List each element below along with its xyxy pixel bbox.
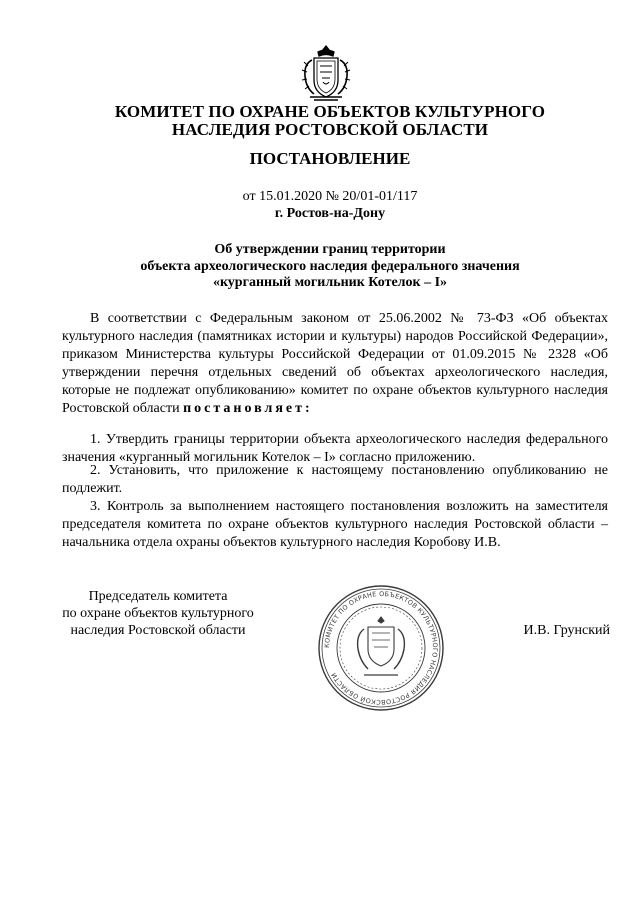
preamble-text: В соответствии с Федеральным законом от 25.06.2002 № 73-ФЗ «Об объектах культурного наследия (памятниках истории и культуры) народов Российской Федерации», приказом Министерства культуры Российской Федерации от 01.09.2015 № 2328 «Об утверждении перечня отдельных сведений об объектах археологического наследия, которые не подлежат опубликованию» комитет по охране объектов культурного наследия Ростовской области <box>62 311 608 416</box>
seal-ring-text: КОМИТЕТ ПО ОХРАНЕ ОБЪЕКТОВ КУЛЬТУРНОГО НАСЛЕДИЯ РОСТОВСКОЙ ОБЛАСТИ <box>322 589 440 707</box>
organization-name <box>60 103 600 139</box>
org-line-1: КОМИТЕТ ПО ОХРАНЕ ОБЪЕКТОВ КУЛЬТУРНОГО <box>114 102 546 121</box>
signatory-name: И.В. Грунский <box>523 623 610 638</box>
document-title <box>60 242 600 292</box>
svg-text:КОМИТЕТ ПО ОХРАНЕ ОБЪЕКТОВ КУЛ <box>323 590 439 706</box>
official-seal-icon <box>316 583 446 713</box>
date-and-number: от 15.01.2020 № 20/01-01/117 <box>242 189 418 204</box>
title-line-2: объекта археологического наследия федерального значения <box>140 258 520 274</box>
position-line-2: по охране объектов культурного <box>62 606 254 621</box>
position-line-3: наследия Ростовской области <box>70 623 246 638</box>
title-line-1: Об утверждении границ территории <box>214 242 446 257</box>
city: г. Ростов-на-Дону <box>274 206 386 221</box>
position-line-1: Председатель комитета <box>88 589 228 604</box>
document-type: ПОСТАНОВЛЕНИЕ <box>249 149 411 168</box>
item-3: 3. Контроль за выполнением настоящего постановления возложить на заместителя председателя комитета по охране объектов культурного наследия Ростовской области – начальника отдела охраны объектов культурного наследия Коробову И.В. <box>62 499 608 550</box>
signatory-position <box>48 588 268 639</box>
item-2: 2. Установить, что приложение к настоящему постановлению опубликованию не подлежит. <box>62 463 608 496</box>
decree-word: постановляет: <box>183 401 313 416</box>
title-line-3: «курганный могильник Котелок – I» <box>212 275 448 290</box>
item-1: 1. Утвердить границы территории объекта археологического наследия федерального значения «курганный могильник Котелок – I» согласно приложению. <box>62 432 608 465</box>
preamble-paragraph <box>62 310 608 418</box>
coat-of-arms-icon <box>294 42 358 106</box>
org-line-2: НАСЛЕДИЯ РОСТОВСКОЙ ОБЛАСТИ <box>171 120 489 139</box>
